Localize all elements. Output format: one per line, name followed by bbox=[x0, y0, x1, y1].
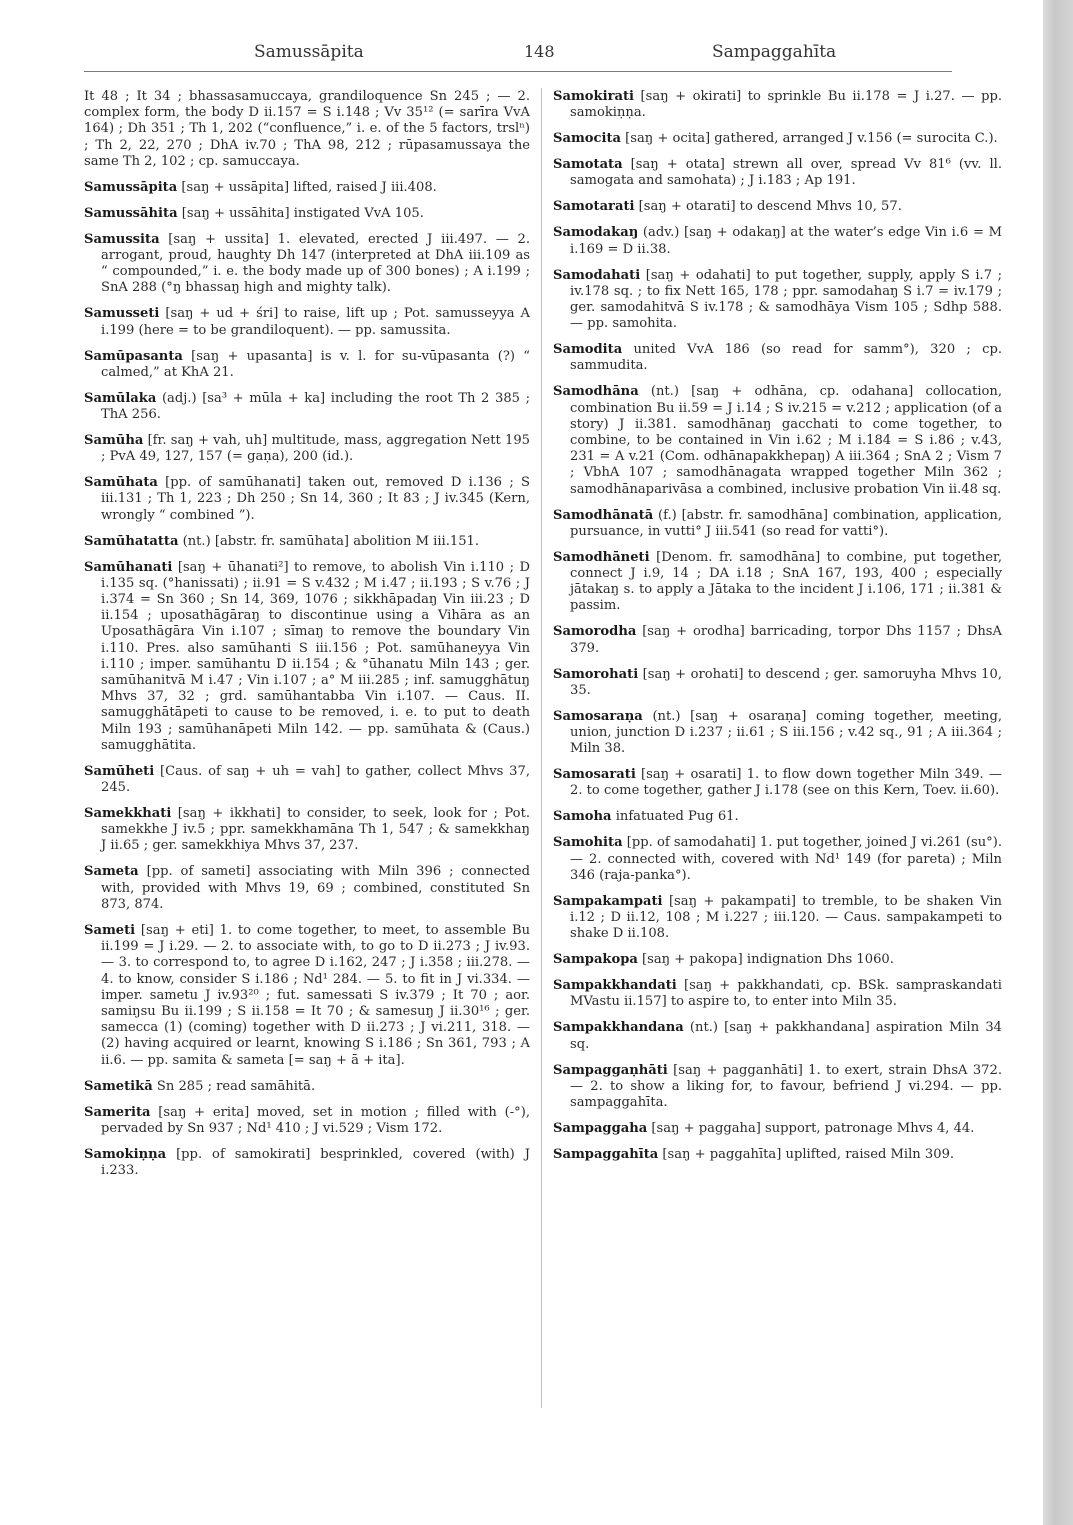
entry-headword: Sampakkhandati bbox=[553, 978, 677, 994]
entry-body: [saŋ + ussāpita] lifted, raised J iii.408. bbox=[177, 179, 437, 195]
entry-body: [saŋ + pagganhāti] 1. to exert, strain DhsA 372. — 2. to show a liking for, to favour, befriend J vi.294. — pp. sampaggahīta. bbox=[570, 1062, 1002, 1111]
dictionary-entry bbox=[553, 709, 1002, 758]
entry-body: [saŋ + osarati] 1. to flow down together Miln 349. — 2. to come together, gather J i.178 (see on this Kern, Toev. ii.60). bbox=[570, 767, 1002, 799]
entry-body: Sn 285 ; read samāhitā. bbox=[152, 1078, 316, 1094]
dictionary-entry bbox=[84, 206, 530, 222]
entry-body: [saŋ + odahati] to put together, supply, apply S i.7 ; iv.178 sq. ; to fix Nett 165, 178 ; ppr. samodahaŋ S i.7 = iv.179 ; ger. samodahitvā S iv.178 ; & samodhāya Vism 105 ; Sdhp 588. — pp. samohita. bbox=[570, 267, 1002, 332]
page-edge-shadow bbox=[1043, 0, 1073, 1525]
entry-headword: Sameta bbox=[84, 864, 139, 880]
dictionary-entry bbox=[84, 475, 530, 524]
dictionary-entry bbox=[84, 806, 530, 855]
dictionary-entry bbox=[84, 180, 530, 196]
dictionary-entry bbox=[84, 349, 530, 381]
dictionary-entry bbox=[84, 864, 530, 913]
right-column bbox=[553, 89, 1002, 1173]
entry-body: [saŋ + ussāhita] instigated VvA 105. bbox=[177, 205, 424, 221]
dictionary-entry bbox=[553, 157, 1002, 189]
dictionary-entry bbox=[553, 1063, 1002, 1112]
entry-headword: Samūhanati bbox=[84, 559, 173, 575]
entry-body: [saŋ + upasanta] is v. l. for su-vūpasanta (?) “ calmed,” at KhA 21. bbox=[101, 348, 530, 380]
entry-body: [saŋ + otata] strewn all over, spread Vv 81⁶ (vv. ll. samogata and samohata) ; J i.183 ; Ap 191. bbox=[570, 157, 1002, 189]
dictionary-entry bbox=[553, 89, 1002, 121]
entry-body: [saŋ + ud + śri] to raise, lift up ; Pot. samusseyya A i.199 (here = to be grandiloquent). — pp. samussita. bbox=[101, 306, 530, 338]
entry-headword: Samotata bbox=[553, 157, 623, 173]
entry-headword: Samokiṇṇa bbox=[84, 1146, 167, 1162]
entry-headword: Sampakopa bbox=[553, 952, 638, 968]
dictionary-entry bbox=[84, 1147, 530, 1179]
entry-headword: Samekkhati bbox=[84, 806, 172, 822]
left-guideword: Samussāpita bbox=[254, 42, 364, 62]
dictionary-entry bbox=[84, 306, 530, 338]
entry-headword: Samūpasanta bbox=[84, 348, 183, 364]
dictionary-entry bbox=[84, 232, 530, 297]
dictionary-entry bbox=[553, 894, 1002, 943]
dictionary-entry bbox=[553, 508, 1002, 540]
entry-body: [pp. of samodahati] 1. put together, joined J vi.261 (su°). — 2. connected with, covered with Nd¹ 149 (for pareta) ; Miln 346 (raja-panka°). bbox=[570, 835, 1002, 883]
dictionary-entry bbox=[84, 764, 530, 796]
entry-headword: Sampakkhandana bbox=[553, 1020, 684, 1036]
entry-body: (adj.) [sa³ + mūla + ka] including the root Th 2 385 ; ThA 256. bbox=[101, 390, 530, 423]
left-column bbox=[84, 89, 530, 1189]
entry-body: [saŋ + pakkhandati, cp. BSk. sampraskandati MVastu ii.157] to aspire to, to enter into Miln 35. bbox=[570, 978, 1002, 1010]
entry-body: (adv.) [saŋ + odakaŋ] at the water’s edge Vin i.6 = M i.169 = D ii.38. bbox=[570, 225, 1002, 257]
entry-body: [saŋ + erita] moved, set in motion ; filled with (-°), pervaded by Sn 937 ; Nd¹ 410 ; J vi.529 ; Vism 172. bbox=[101, 1104, 530, 1136]
entry-body: [saŋ + ocita] gathered, arranged J v.156 (= surocita C.). bbox=[621, 131, 998, 147]
entry-body: (f.) [abstr. fr. samodhāna] combination, application, pursuance, in vutti° J iii.541 (so read for vatti°). bbox=[570, 507, 1002, 539]
entry-headword: Sampaggahīta bbox=[553, 1147, 659, 1163]
dictionary-entry bbox=[553, 1147, 1002, 1163]
entry-headword: Sampaggaha bbox=[553, 1121, 648, 1137]
entry-body: [saŋ + ikkhati] to consider, to seek, look for ; Pot. samekkhe J iv.5 ; ppr. samekkhamāna Th 1, 547 ; & samekkhaŋ J ii.65 ; ger. samekkhiya Mhvs 37, 237. bbox=[101, 806, 530, 854]
dictionary-entry bbox=[553, 131, 1002, 147]
right-guideword: Sampaggahīta bbox=[712, 42, 837, 62]
entry-body: [saŋ + orodha] barricading, torpor Dhs 1157 ; DhsA 379. bbox=[570, 624, 1002, 656]
dictionary-entry bbox=[553, 624, 1002, 656]
header-rule bbox=[84, 71, 952, 72]
page-header bbox=[84, 42, 952, 72]
entry-headword: Samodita bbox=[553, 342, 623, 358]
entry-body: [saŋ + pakampati] to tremble, to be shaken Vin i.12 ; D ii.12, 108 ; M i.227 ; iii.120. — Caus. sampakampeti to shake D ii.108. bbox=[570, 893, 1002, 942]
entry-headword: Samussita bbox=[84, 231, 160, 247]
dictionary-entry bbox=[553, 835, 1002, 884]
dictionary-entry bbox=[84, 923, 530, 1069]
dictionary-entry bbox=[553, 550, 1002, 615]
entry-headword: Samodhāna bbox=[553, 384, 639, 400]
entry-body: [saŋ + otarati] to descend Mhvs 10, 57. bbox=[634, 199, 902, 215]
entry-headword: Samerita bbox=[84, 1104, 151, 1120]
entry-body: [pp. of samokirati] besprinkled, covered (with) J i.233. bbox=[101, 1146, 530, 1178]
dictionary-entry bbox=[553, 809, 1002, 825]
entry-body: [saŋ + okirati] to sprinkle Bu ii.178 = J i.27. — pp. samokiṇṇa. bbox=[570, 89, 1002, 121]
entry-body: [pp. of sameti] associating with Miln 396 ; connected with, provided with Mhvs 19, 69 ; combined, constituted Sn 873, 874. bbox=[101, 864, 530, 912]
entry-headword: Samorohati bbox=[553, 666, 639, 682]
entry-headword: Samorodha bbox=[553, 624, 637, 640]
dictionary-entry bbox=[84, 391, 530, 423]
dictionary-entry bbox=[553, 767, 1002, 799]
entry-body: (nt.) [saŋ + odhāna, cp. odahana] collocation, combination Bu ii.59 = J i.14 ; S iv.215 = v.212 ; application (of a story) J ii.381. samodhānaŋ gacchati to come together, to combine, to be contained in Vin i.62 ; M i.184 = S i.86 ; v.43, 231 = A v.21 (Com. odhānapakkhepaŋ) A iii.364 ; SnA 2 ; Vism 7 ; VbhA 107 ; samodhānagata wrapped together Miln 362 ; samodhānaparivāsa a combined, inclusive probation Vin ii.48 sq. bbox=[570, 384, 1002, 497]
dictionary-entry bbox=[84, 1079, 530, 1095]
entry-headword: Samodahati bbox=[553, 267, 641, 283]
entry-headword: Samussāpita bbox=[84, 179, 178, 195]
dictionary-entry bbox=[84, 560, 530, 754]
entry-headword: Samodhānatā bbox=[553, 507, 654, 523]
page-number: 148 bbox=[524, 42, 555, 61]
dictionary-entry bbox=[553, 978, 1002, 1010]
entry-headword: Samoha bbox=[553, 809, 612, 825]
dictionary-entry bbox=[553, 1121, 1002, 1137]
entry-body: (nt.) [abstr. fr. samūhata] abolition M iii.151. bbox=[178, 533, 480, 549]
entry-body: [fr. saŋ + vah, uh] multitude, mass, aggregation Nett 195 ; PvA 49, 127, 157 (= gaṇa), 200 (id.). bbox=[101, 433, 530, 465]
entry-headword: Samussāhita bbox=[84, 205, 178, 221]
entry-headword: Samūhatatta bbox=[84, 533, 179, 549]
entry-body: It 48 ; It 34 ; bhassasamuccaya, grandiloquence Sn 245 ; — 2. complex form, the body D ii.157 = S i.148 ; Vv 35¹² (= sarīra VvA 164) ; Dh 351 ; Th 1, 202 (“confluence,” i. e. of the 5 factors, trslⁿ) ; Th 2, 22, 270 ; DhA iv.70 ; ThA 98, 212 ; rūpasamussaya the same Th 2, 102 ; cp. samuccaya. bbox=[84, 89, 530, 169]
dictionary-entry bbox=[553, 1020, 1002, 1052]
entry-body: (nt.) [saŋ + osaraṇa] coming together, meeting, union, junction D i.237 ; ii.61 ; S iii.156 ; v.42 sq., 91 ; A iii.364 ; Miln 38. bbox=[570, 708, 1002, 757]
entry-headword: Samūheti bbox=[84, 763, 155, 779]
entry-headword: Samocita bbox=[553, 131, 622, 147]
column-divider bbox=[541, 88, 542, 1408]
entry-body: infatuated Pug 61. bbox=[611, 809, 739, 825]
dictionary-entry bbox=[84, 534, 530, 550]
entry-body: united VvA 186 (so read for samm°), 320 ; cp. sammudita. bbox=[570, 342, 1002, 374]
entry-headword: Samusseti bbox=[84, 306, 160, 322]
entry-headword: Sametikā bbox=[84, 1078, 153, 1094]
entry-headword: Sampakampati bbox=[553, 893, 663, 909]
entry-headword: Samūha bbox=[84, 433, 144, 449]
dictionary-entry bbox=[84, 433, 530, 465]
entry-headword: Sampaggaṇhāti bbox=[553, 1062, 668, 1078]
entry-headword: Samūlaka bbox=[84, 390, 157, 406]
entry-headword: Samosarati bbox=[553, 767, 636, 783]
entry-headword: Samūhata bbox=[84, 475, 158, 491]
dictionary-entry bbox=[553, 268, 1002, 333]
dictionary-entry bbox=[553, 225, 1002, 257]
entry-body: [Caus. of saŋ + uh = vah] to gather, collect Mhvs 37, 245. bbox=[101, 763, 530, 796]
dictionary-entry bbox=[553, 342, 1002, 374]
entry-headword: Samotarati bbox=[553, 199, 635, 215]
entry-headword: Samohita bbox=[553, 835, 623, 851]
entry-body: [saŋ + orohati] to descend ; ger. samoruyha Mhvs 10, 35. bbox=[570, 666, 1002, 698]
dictionary-entry bbox=[553, 384, 1002, 497]
entry-headword: Samosaraṇa bbox=[553, 708, 643, 724]
entry-headword: Samokirati bbox=[553, 89, 634, 104]
entry-body: [saŋ + pakopa] indignation Dhs 1060. bbox=[637, 952, 894, 968]
entry-headword: Samodhāneti bbox=[553, 549, 650, 565]
dictionary-entry bbox=[84, 1105, 530, 1137]
entry-body: [saŋ + paggahīta] uplifted, raised Miln 309. bbox=[658, 1147, 955, 1163]
entry-body: [saŋ + ūhanati²] to remove, to abolish Vin i.110 ; D i.135 sq. (°hanissati) ; ii.91 = S v.432 ; M i.47 ; ii.193 ; S v.76 ; J i.374 = Sn 360 ; Sn 14, 369, 1076 ; sikkhāpadaŋ Vin iii.23 ; D ii.154 ; uposathāgāraŋ to discontinue using a Vihāra as an Uposathāgāra Vin i.107 ; sīmaŋ to remove the boundary Vin i.110. Pres. also samūhanti S iii.156 ; Pot. samūhaneyya Vin i.110 ; imper. samūhantu D ii.154 ; & °ūhanatu Miln 143 ; ger. samūhanitvā M i.47 ; Vin i.107 ; a° M iii.285 ; inf. samugghātuŋ Mhvs 37, 32 ; grd. samūhantabba Vin i.107. — Caus. II. samugghātāpeti to cause to be removed, i. e. to put to death Miln 193 ; samūhanāpeti Miln 142. — pp. samūhata & (Caus.) samugghātita. bbox=[101, 559, 530, 753]
dictionary-entry bbox=[553, 952, 1002, 968]
entry-headword: Sameti bbox=[84, 922, 136, 938]
entry-body: [saŋ + ussita] 1. elevated, erected J iii.497. — 2. arrogant, proud, haughty Dh 147 (interpreted at DhA iii.109 as “ compounded,” i. e. the body made up of 300 bones) ; A i.199 ; SnA 288 (°ŋ bhassaŋ high and mighty talk). bbox=[101, 231, 530, 296]
entry-body: (nt.) [saŋ + pakkhandana] aspiration Miln 34 sq. bbox=[570, 1020, 1002, 1052]
entry-body: [saŋ + paggaha] support, patronage Mhvs 4, 44. bbox=[647, 1121, 975, 1137]
dictionary-entry bbox=[553, 199, 1002, 215]
entry-body: [saŋ + eti] 1. to come together, to meet, to assemble Bu ii.199 = J i.29. — 2. to associate with, to go to D ii.273 ; J iv.93. — 3. to correspond to, to agree D i.162, 247 ; J i.358 ; iii.278. — 4. to know, consider S i.186 ; Nd¹ 284. — 5. to fit in J vi.334. — imper. sametu J iv.93²⁰ ; fut. samessati S iv.379 ; It 70 ; aor. samiŋsu Bu ii.199 ; S ii.158 = It 70 ; & samesuŋ J ii.30¹⁶ ; ger. samecca (1) (coming) together with D ii.273 ; J vi.211, 318. — (2) having acquired or learnt, knowing S i.186 ; Sn 361, 793 ; A ii.6. — pp. samita & sameta [= saŋ + ā + ita]. bbox=[101, 922, 530, 1068]
entry-body: [pp. of samūhanati] taken out, removed D i.136 ; S iii.131 ; Th 1, 223 ; Dh 250 ; Sn 14, 360 ; It 83 ; J iv.345 (Kern, wrongly “ combined ”). bbox=[101, 475, 530, 523]
entry-headword: Samodakaŋ bbox=[553, 225, 639, 241]
entry-body: [Denom. fr. samodhāna] to combine, put together, connect J i.9, 14 ; DA i.18 ; SnA 167, 193, 400 ; especially jātakaŋ s. to apply a Jātaka to the incident J i.106, 171 ; ii.381 & passim. bbox=[570, 549, 1002, 614]
dictionary-entry bbox=[553, 667, 1002, 699]
dictionary-entry bbox=[84, 89, 530, 170]
